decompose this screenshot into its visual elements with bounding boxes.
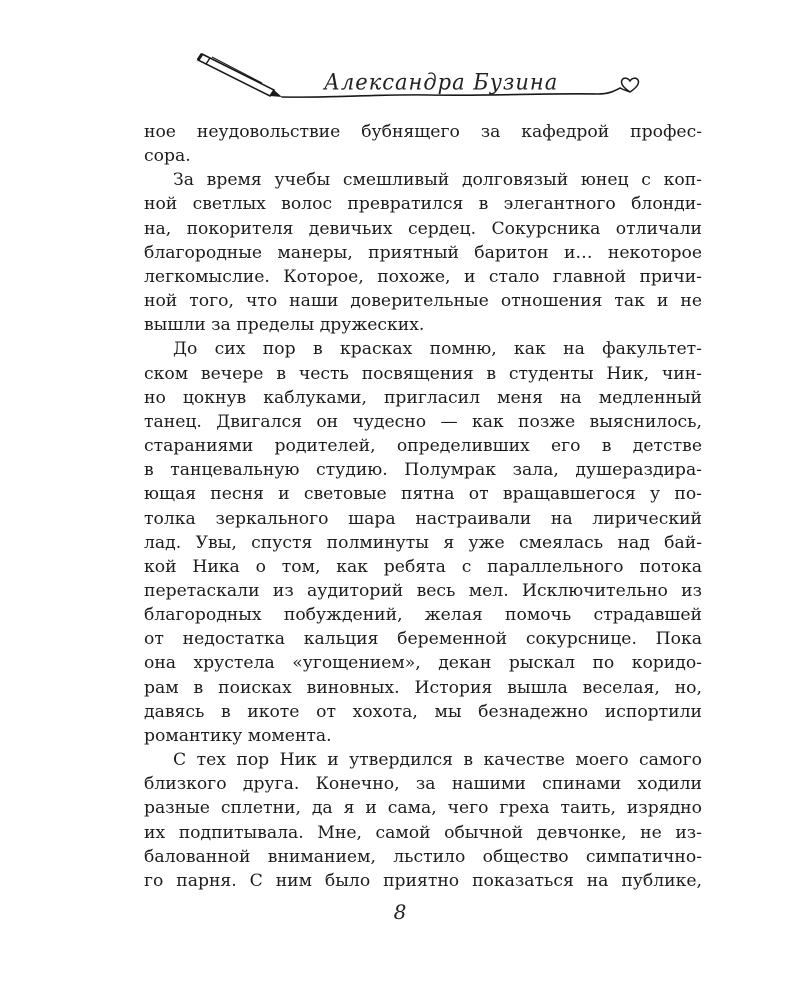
text-line: До сих пор в красках помню, как на факультет- xyxy=(173,339,702,360)
text-line: стараниями родителей, определивших его в детстве xyxy=(144,436,702,457)
text-line: вышли за пределы дружеских. xyxy=(144,315,425,336)
text-line: ной светлых волос превратился в элегантного блонди- xyxy=(144,194,702,215)
pen-icon xyxy=(198,54,282,97)
text-line: но цокнув каблуками, пригласил меня на медленный xyxy=(144,387,702,408)
text-line: близкого друга. Конечно, за нашими спинами ходили xyxy=(144,774,702,795)
text-line: легкомыслие. Которое, похоже, и стало главной причи- xyxy=(144,266,702,287)
text-line: ное неудовольствие бубнящего за кафедрой профес- xyxy=(144,122,702,142)
text-line: на, покорителя девичьих сердец. Сокурсника отличали xyxy=(144,218,702,239)
text-line: давясь в икоте от хохота, мы безнадежно испортили xyxy=(144,701,702,722)
text-line: За время учебы смешливый долговязый юнец с коп- xyxy=(173,170,702,191)
author-name: Александра Бузина xyxy=(324,69,559,95)
text-line: лад. Увы, спустя полминуты я уже смеялась над бай- xyxy=(144,532,702,553)
text-line: их подпитывала. Мне, самой обычной девчонке, не из- xyxy=(144,822,702,843)
text-line: рам в поисках виновных. История вышла веселая, но, xyxy=(144,677,702,698)
text-line: кой Ника о том, как ребята с параллельного потока xyxy=(144,556,702,577)
heart-icon xyxy=(620,78,639,92)
text-line: го парня. С ним было приятно показаться на публике, xyxy=(144,870,702,891)
body-text xyxy=(144,120,702,893)
text-line: ском вечере в честь посвящения в студенты Ник, чин- xyxy=(144,363,702,384)
text-line: С тех пор Ник и утвердился в качестве моего самого xyxy=(173,750,702,771)
text-line: романтику момента. xyxy=(144,725,332,746)
text-line: ной того, что наши доверительные отношения так и не xyxy=(144,291,702,312)
text-line: в танцевальную студию. Полумрак зала, душераздира- xyxy=(144,460,702,481)
text-line: разные сплетни, да я и сама, чего греха таить, изрядно xyxy=(144,798,702,819)
text-line: перетаскали из аудиторий весь мел. Исключительно из xyxy=(144,580,702,601)
text-line: ющая песня и световые пятна от вращавшегося у по- xyxy=(144,484,702,505)
text-line: балованной вниманием, льстило общество симпатично- xyxy=(144,846,702,867)
page-number: 8 xyxy=(393,900,407,924)
text-line: сора. xyxy=(144,146,191,167)
running-header xyxy=(190,48,650,108)
text-line: благородные манеры, приятный баритон и… некоторое xyxy=(144,242,702,263)
text-line: она хрустела «угощением», декан рыскал по коридо- xyxy=(144,653,702,674)
text-line: от недостатка кальция беременной сокурснице. Пока xyxy=(144,629,702,650)
text-line: благородных побуждений, желая помочь страдавшей xyxy=(144,605,702,626)
text-line: толка зеркального шара настраивали на лирический xyxy=(144,508,702,529)
text-line: танец. Двигался он чудесно — как позже выяснилось, xyxy=(144,411,702,432)
